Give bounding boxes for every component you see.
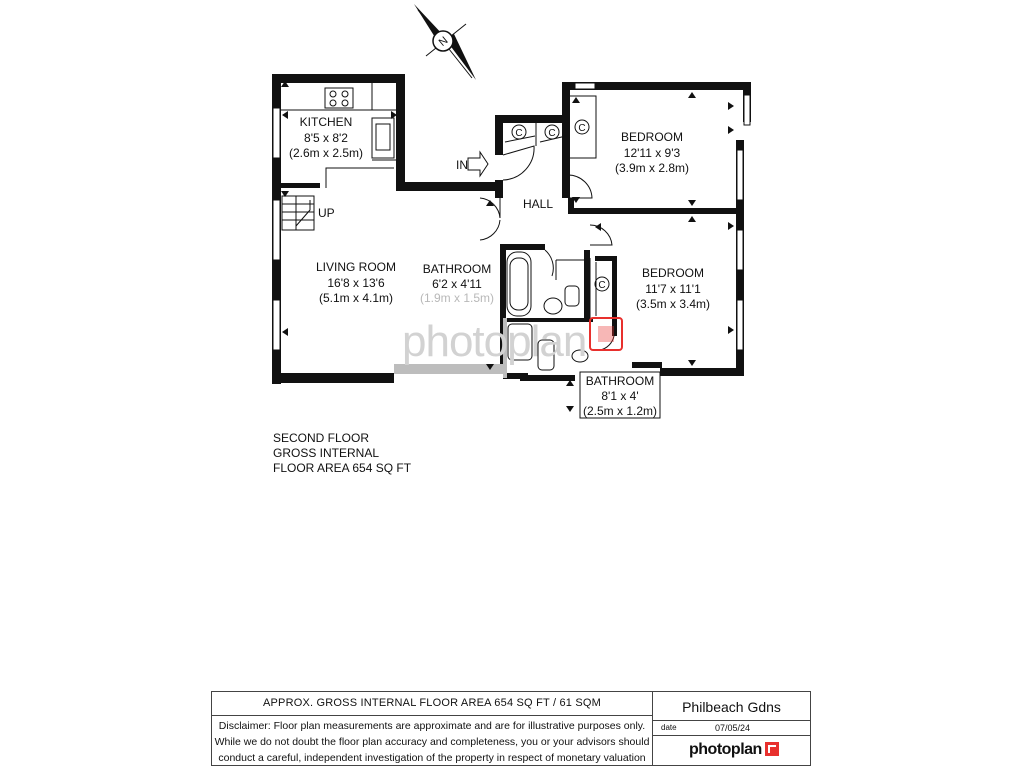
hall-label: HALL	[522, 197, 554, 211]
room-dim-imperial: 11'7 x 11'1	[645, 282, 701, 296]
compass-letter: N	[436, 34, 451, 49]
room-name: LIVING ROOM	[315, 260, 397, 274]
floor-summary	[273, 431, 411, 476]
photoplan-logo	[689, 741, 779, 759]
room-name: BATHROOM	[585, 374, 655, 388]
photoplan-logo-icon	[765, 742, 779, 756]
room-dim-metric: (2.6m x 2.5m)	[288, 146, 364, 160]
disclaimer-line: Disclaimer: Floor plan measurements are approximate and are for illustrative purposes only.	[218, 720, 646, 732]
disclaimer-line: conduct a careful, independent investigation of the property in respect of monetary valuation	[218, 752, 646, 764]
room-name: BATHROOM	[422, 262, 492, 276]
footer-left	[212, 692, 653, 765]
entrance-arrow-icon	[468, 152, 488, 176]
cupboard-symbol: C	[578, 123, 586, 134]
cupboard-symbol: C	[598, 280, 606, 291]
room-dim-metric: (3.9m x 2.8m)	[614, 161, 690, 175]
room-dim-imperial: 8'1 x 4'	[601, 389, 639, 403]
footer-header: APPROX. GROSS INTERNAL FLOOR AREA 654 SQ FT / 61 SQM	[212, 692, 652, 716]
room-bedroom-1	[615, 130, 689, 175]
summary-floor: SECOND FLOOR	[273, 431, 370, 445]
footer-right	[653, 692, 810, 765]
stairs	[282, 196, 314, 230]
room-dim-metric: (5.1m x 4.1m)	[318, 291, 394, 305]
room-kitchen	[289, 115, 363, 160]
room-name: BEDROOM	[641, 266, 705, 280]
disclaimer	[212, 716, 652, 766]
summary-area: FLOOR AREA 654 SQ FT	[273, 461, 412, 475]
date-label: date	[661, 723, 677, 732]
room-name: BEDROOM	[620, 130, 684, 144]
room-name: KITCHEN	[299, 115, 353, 129]
compass-icon	[414, 4, 476, 80]
room-dim-imperial: 16'8 x 13'6	[327, 276, 385, 290]
cupboard-symbol: C	[548, 128, 556, 139]
room-dim-imperial: 6'2 x 4'11	[432, 277, 482, 291]
footer-panel	[211, 691, 811, 766]
stairs-label: UP	[318, 206, 335, 220]
summary-gross: GROSS INTERNAL	[273, 446, 380, 460]
room-living	[316, 260, 396, 305]
room-dim-imperial: 12'11 x 9'3	[623, 146, 681, 160]
cupboard-symbol: C	[515, 128, 523, 139]
room-dim-metric: (3.5m x 3.4m)	[635, 297, 711, 311]
disclaimer-line: While we do not doubt the floor plan accuracy and completeness, you or your advisors should	[214, 736, 650, 748]
entrance-label: IN	[456, 158, 468, 172]
room-bedroom-2	[636, 266, 710, 311]
room-bathroom-2	[580, 372, 660, 418]
room-dim-metric: (2.5m x 1.2m)	[582, 404, 658, 418]
date-row	[653, 721, 810, 736]
room-dim-imperial: 8'5 x 8'2	[304, 131, 348, 145]
room-bathroom-1	[416, 260, 498, 306]
room-dim-metric: (1.9m x 1.5m)	[419, 291, 495, 305]
brand-text: photoplan	[689, 741, 762, 758]
watermark: photoplan	[402, 317, 587, 366]
photoplan-stamp-icon	[590, 318, 622, 350]
property-name: Philbeach Gdns	[653, 692, 810, 721]
date-value: 07/05/24	[715, 723, 751, 733]
